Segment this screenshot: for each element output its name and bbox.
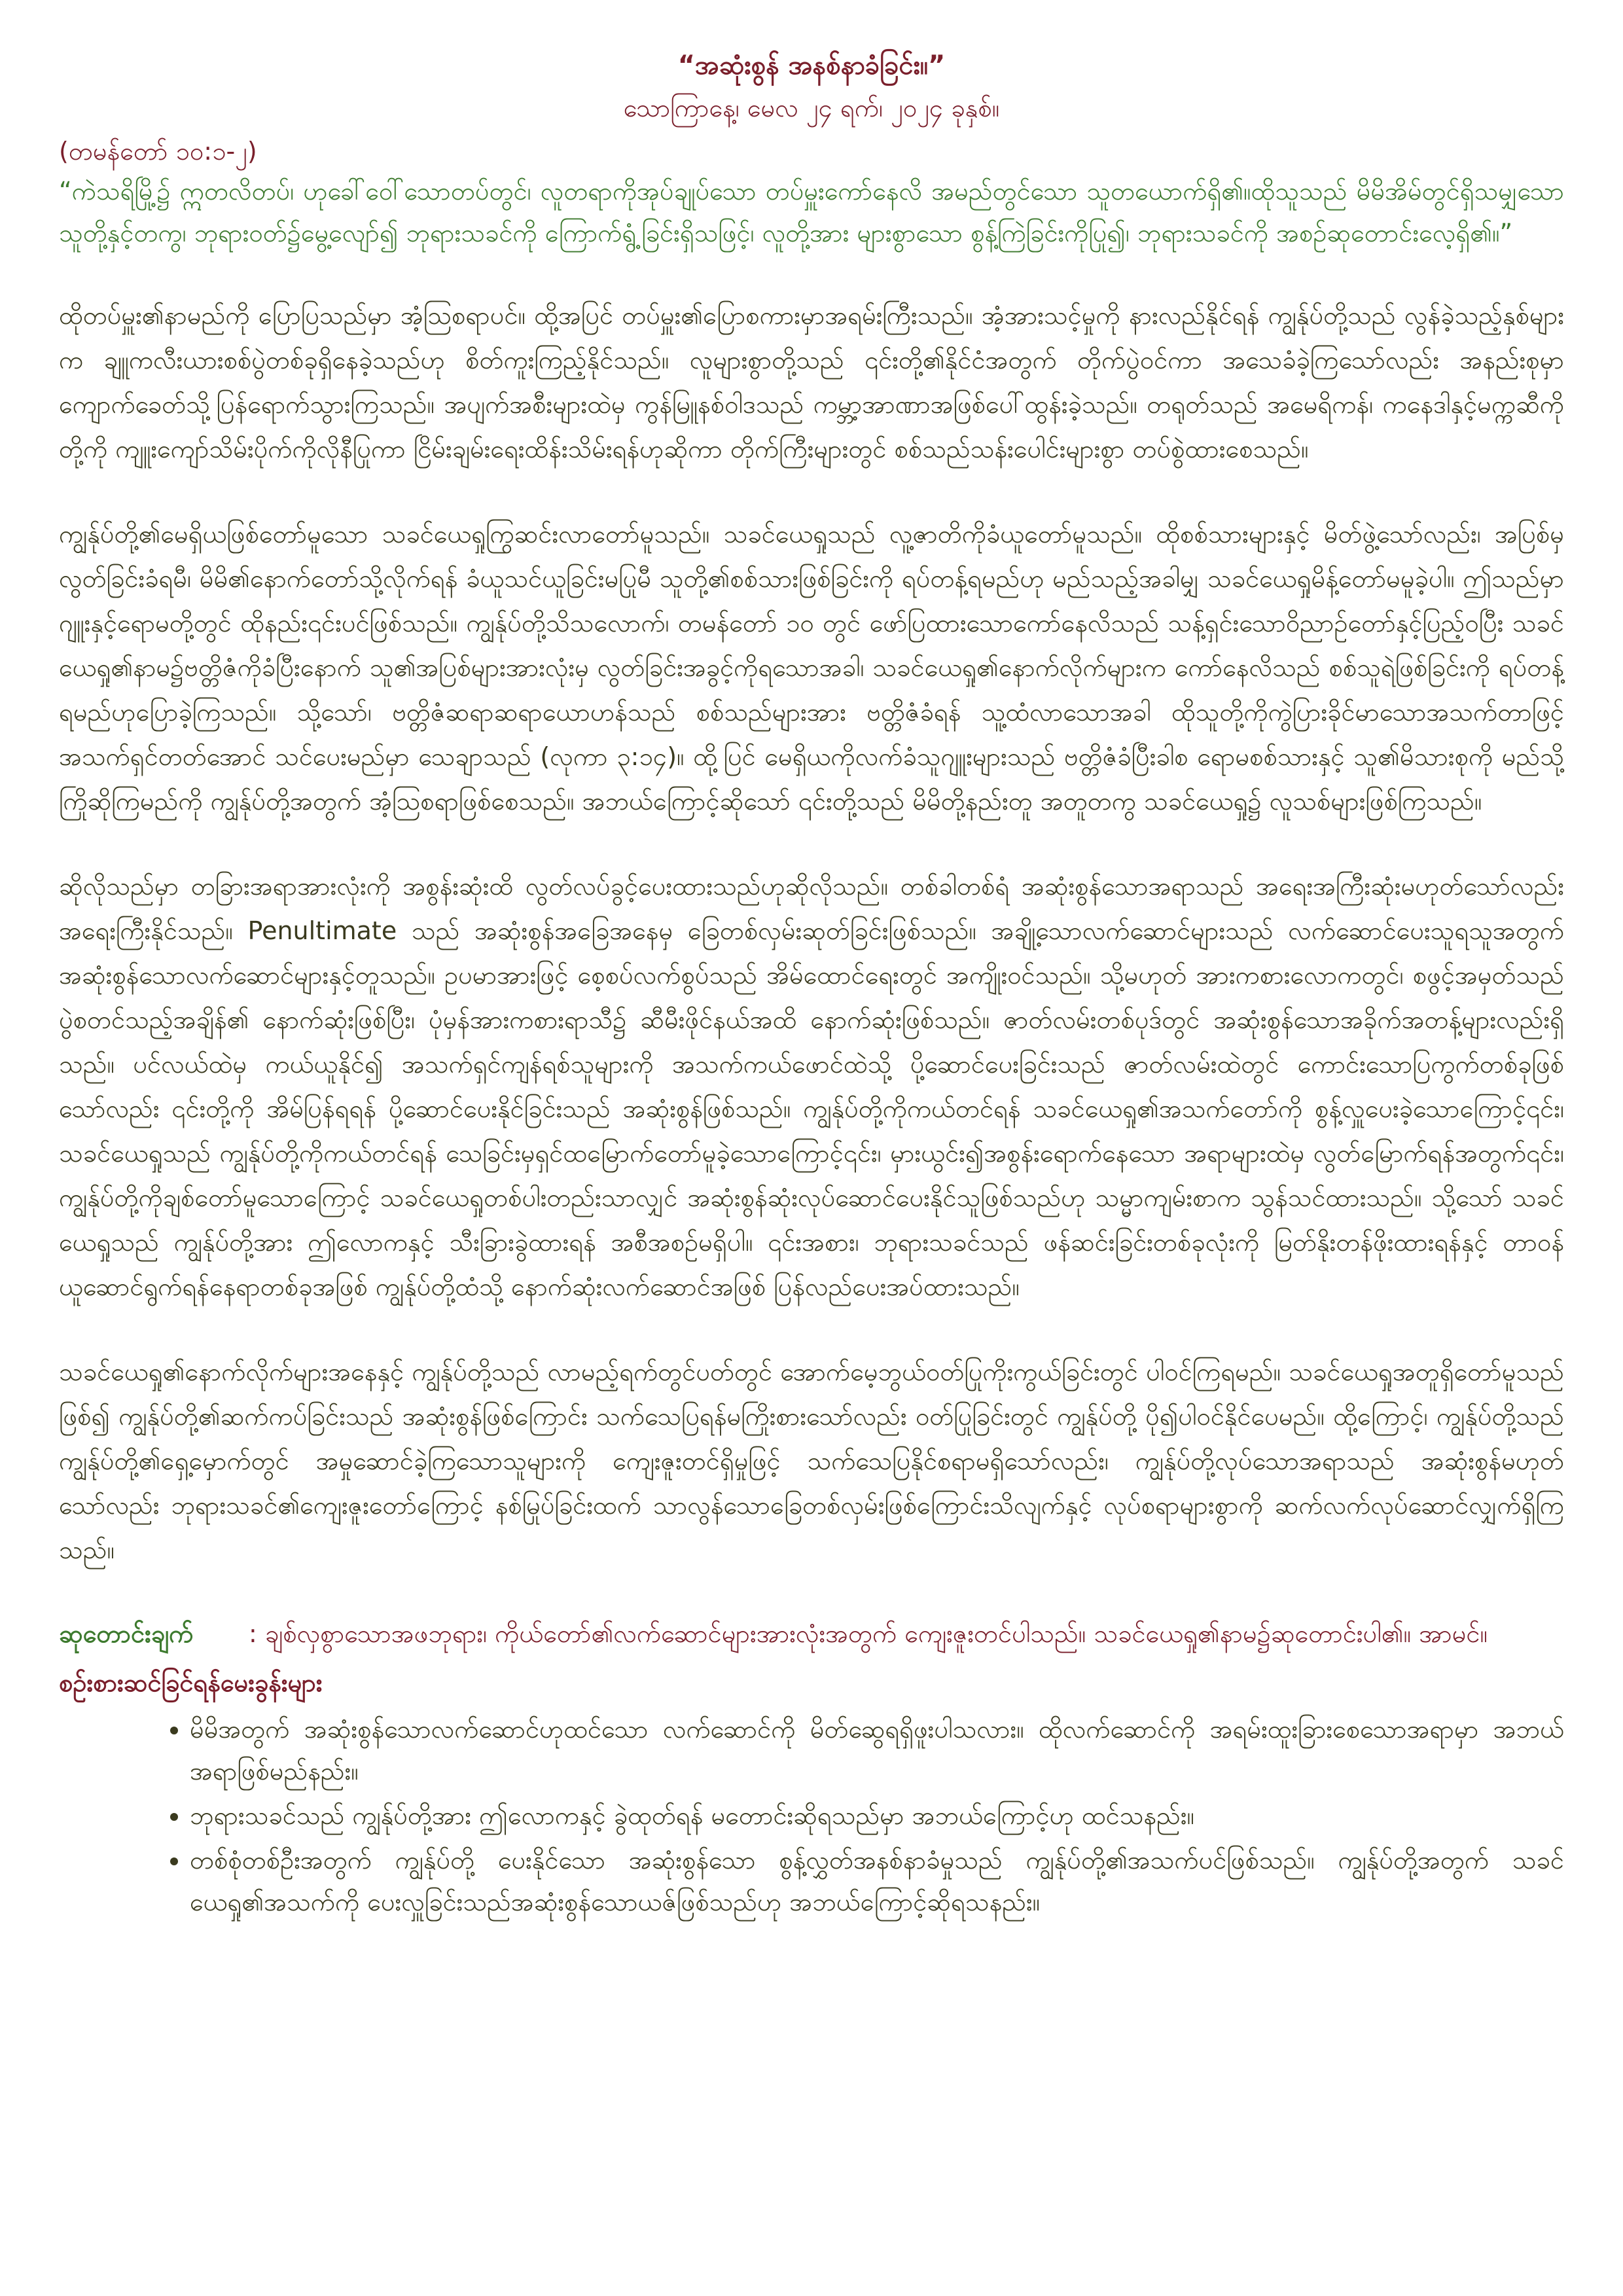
questions-list bbox=[59, 1708, 1564, 1923]
questions-heading: စဉ်းစားဆင်ခြင်ရန်မေးခွန်းများ bbox=[59, 1668, 323, 1697]
body-paragraph-2: ကျွန်ုပ်တို့၏မေရှိယဖြစ်တော်မူသော သခင်ယေရှုကြွဆင်းလာတော်မူသည်။ သခင်ယေရှုသည် လူ့ဇာတိကိုခံယူတော်မူသည်။ ထိုစစ်သားများနှင့် မိတ်ဖွဲ့သော်လည်း၊ အပြစ်မှလွတ်ခြင်းခံရမီ၊ မိမိ၏နောက်တော်သို့လိုက်ရန် ခံယူသင်ယူခြင်းမပြုမီ သူတို့၏စစ်သားဖြစ်ခြင်းကို ရပ်တန့်ရမည်ဟု မည်သည့်အခါမျှ သခင်ယေရှုမိန့်တော်မမူခဲ့ပါ။ ဤသည်မှာ ဂျူးနှင့်ရောမတို့တွင် ထိုနည်း၎င်းပင်ဖြစ်သည်။ ကျွန်ုပ်တို့သိသလောက်၊ တမန်တော် ၁၀ တွင် ဖော်ပြထားသောကော်နေလိသည် သန့်ရှင်းသောဝိညာဉ်တော်နှင့်ပြည့်ဝပြီး သခင်ယေရှု၏နာမ၌ဗတ္တိဇံကိုခံပြီးနောက် သူ၏အပြစ်များအားလုံးမှ လွတ်ခြင်းအခွင့်ကိုရသောအခါ၊ သခင်ယေရှု၏နောက်လိုက်များက ကော်နေလိသည် စစ်သူရဲဖြစ်ခြင်းကို ရပ်တန့်ရမည်ဟုပြောခဲ့ကြသည်။ သို့သော်၊ ဗတ္တိဇံဆရာဆရာယောဟန်သည် စစ်သည်များအား ဗတ္တိဇံခံရန် သူ့ထံလာသောအခါ ထိုသူတို့ကိုကွဲပြားခိုင်မာသောအသက်တာဖြင့် အသက်ရှင်တတ်အောင် သင်ပေးမည်မှာ သေချာသည် (လုကာ ၃:၁၄)။ ထို့ပြင် မေရှိယကိုလက်ခံသူဂျူးများသည် ဗတ္တိဇံခံပြီးခါစ ရောမစစ်သားနှင့် သူ၏မိသားစုကို မည်သို့ကြိုဆိုကြမည်ကို ကျွန်ုပ်တို့အတွက် အံ့သြစရာဖြစ်စေသည်။ အဘယ်ကြောင့်ဆိုသော် ၎င်းတို့သည် မိမိတို့နည်းတူ အတူတကွ သခင်ယေရှု၌ လူသစ်များဖြစ်ကြသည်။ bbox=[59, 520, 1564, 816]
question-item: • ဘုရားသခင်သည် ကျွန်ုပ်တို့အား ဤလောကနှင့် ခွဲထုတ်ရန် မတောင်းဆိုရသည်မှာ အဘယ်ကြောင့်ဟု ထင်သနည်း။ bbox=[190, 1795, 1564, 1837]
scripture-verse: “ကဲသရိမြို့၌ ဣတလိတပ်၊ ဟုခေါ်ဝေါ်သောတပ်တွင်၊ လူတရာကိုအုပ်ချုပ်သော တပ်မှူးကော်နေလိ အမည်တွင်သော သူတယောက်ရှိ၏။ထိုသူသည် မိမိအိမ်တွင်ရှိသမျှသောသူတို့နှင့်တကွ၊ ဘုရားဝတ်၌မွေ့လျော်၍ ဘုရားသခင်ကို ကြောက်ရွံ့ခြင်းရှိသဖြင့်၊ လူတို့အား များစွာသော စွန့်ကြဲခြင်းကိုပြု၍၊ ဘုရားသခင်ကို အစဉ်ဆုတောင်းလေ့ရှိ၏။” bbox=[59, 177, 1564, 247]
scripture-reference: (တမန်တော် ၁၀:၁-၂) bbox=[59, 137, 257, 166]
prayer-text: : ချစ်လှစွာသောအဖဘုရား၊ ကိုယ်တော်၏လက်ဆောင်များအားလုံးအတွက် ကျေးဇူးတင်ပါသည်။ သခင်ယေရှု၏နာမ၌ဆုတောင်းပါ၏။ အာမင်။ bbox=[249, 1619, 1488, 1648]
page-title: “အဆုံးစွန် အနစ်နာခံခြင်း။” bbox=[677, 50, 946, 81]
prayer-section bbox=[59, 1613, 1564, 1655]
prayer-label: ဆုတောင်းချက် bbox=[59, 1619, 194, 1648]
body-paragraph-4: သခင်ယေရှု၏နောက်လိုက်များအနေနှင့် ကျွန်ုပ်တို့သည် လာမည့်ရက်တွင်ပတ်တွင် အောက်မေ့ဘွယ်ဝတ်ပြုကိုးကွယ်ခြင်းတွင် ပါဝင်ကြရမည်။ သခင်ယေရှုအတူရှိတော်မူသည်ဖြစ်၍ ကျွန်ုပ်တို့၏ဆက်ကပ်ခြင်းသည် အဆုံးစွန်ဖြစ်ကြောင်း သက်သေပြရန်မကြိုးစားသော်လည်း ဝတ်ပြုခြင်းတွင် ကျွန်ုပ်တို့ ပို၍ပါဝင်နိုင်ပေမည်။ ထို့ကြောင့်၊ ကျွန်ုပ်တို့သည် ကျွန်ုပ်တို့၏ရှေ့မှောက်တွင် အမှုဆောင်ခဲ့ကြသောသူများကို ကျေးဇူးတင်ရှိမှုဖြင့် သက်သေပြနိုင်စရာမရှိသော်လည်း၊ ကျွန်ုပ်တို့လုပ်သောအရာသည် အဆုံးစွန်မဟုတ်သော်လည်း ဘုရားသခင်၏ကျေးဇူးတော်ကြောင့် နစ်မြုပ်ခြင်းထက် သာလွန်သောခြေတစ်လှမ်းဖြစ်ကြောင်းသိလျက်နှင့် လုပ်စရာများစွာကို ဆက်လက်လုပ်ဆောင်လျှက်ရှိကြသည်။ bbox=[59, 1357, 1564, 1564]
question-item: • တစ်စုံတစ်ဦးအတွက် ကျွန်ုပ်တို့ ပေးနိုင်သော အဆုံးစွန်သော စွန့်လွှတ်အနစ်နာခံမှုသည် ကျွန်ုပ်တို့၏အသက်ပင်ဖြစ်သည်။ ကျွန်ုပ်တို့အတွက် သခင်ယေရှု၏အသက်ကို ပေးလှူခြင်းသည်အဆုံးစွန်သောယဇ်ဖြစ်သည်ဟု အဘယ်ကြောင့်ဆိုရသနည်း။ bbox=[190, 1839, 1564, 1923]
body-paragraph-1: ထိုတပ်မှူး၏နာမည်ကို ပြောပြသည်မှာ အံ့သြစရာပင်။ ထို့အပြင် တပ်မှူး၏ပြောစကားမှာအရမ်းကြီးသည်။ အံ့အားသင့်မှုကို နားလည်နိုင်ရန် ကျွန်ုပ်တို့သည် လွန်ခဲ့သည့်နှစ်များက ချူကလီးယားစစ်ပွဲတစ်ခုရှိနေခဲ့သည်ဟု စိတ်ကူးကြည့်နိုင်သည်။ လူများစွာတို့သည် ၎င်းတို့၏နိုင်ငံအတွက် တိုက်ပွဲဝင်ကာ အသေခံခဲ့ကြသော်လည်း အနည်းစုမှာ ကျောက်ခေတ်သို့ပြန်ရောက်သွားကြသည်။ အပျက်အစီးများထဲမှ ကွန်မြူနစ်ဝါဒသည် ကမ္ဘာ့အာဏာအဖြစ်ပေါ်ထွန်းခဲ့သည်။ တရုတ်သည် အမေရိကန်၊ ကနေဒါနှင့်မက္ကဆီကိုတို့ကို ကျူးကျော်သိမ်းပိုက်ကိုလိုနီပြုကာ ငြိမ်းချမ်းရေးထိန်းသိမ်းရန်ဟုဆိုကာ တိုက်ကြီးများတွင် စစ်သည်သန်းပေါင်းများစွာ တပ်စွဲထားစေသည်။ bbox=[59, 301, 1564, 463]
body-paragraph-3: ဆိုလိုသည်မှာ တခြားအရာအားလုံးကို အစွန်းဆုံးထိ လွတ်လပ်ခွင့်ပေးထားသည်ဟုဆိုလိုသည်။ တစ်ခါတစ်ရံ အဆုံးစွန်သောအရာသည် အရေးအကြီးဆုံးမဟုတ်သော်လည်း အရေးကြီးနိုင်သည်။ Penultimate သည် အဆုံးစွန်အခြေအနေမှ ခြေတစ်လှမ်းဆုတ်ခြင်းဖြစ်သည်။ အချို့သောလက်ဆောင်များသည် လက်ဆောင်ပေးသူရသူအတွက် အဆုံးစွန်သောလက်ဆောင်များနှင့်တူသည်။ ဥပမာအားဖြင့် စေ့စပ်လက်စွပ်သည် အိမ်ထောင်ရေးတွင် အကျိုးဝင်သည်။ သို့မဟုတ် အားကစားလောကတွင်၊ စဖွင့်အမှတ်သည် ပွဲစတင်သည့်အချိန်၏ နောက်ဆုံးဖြစ်ပြီး၊ ပုံမှန်အားကစားရာသီ၌ ဆီမီးဖိုင်နယ်အထိ နောက်ဆုံးဖြစ်သည်။ ဇာတ်လမ်းတစ်ပုဒ်တွင် အဆုံးစွန်သောအခိုက်အတန့်များလည်းရှိသည်။ ပင်လယ်ထဲမှ ကယ်ယူနိုင်၍ အသက်ရှင်ကျန်ရစ်သူများကို အသက်ကယ်ဖောင်ထဲသို့ ပို့ဆောင်ပေးခြင်းသည် ဇာတ်လမ်းထဲတွင် ကောင်းသောပြကွက်တစ်ခုဖြစ်သော်လည်း ၎င်းတို့ကို အိမ်ပြန်ရရန် ပို့ဆောင်ပေးနိုင်ခြင်းသည် အဆုံးစွန်ဖြစ်သည်။ ကျွန်ုပ်တို့ကိုကယ်တင်ရန် သခင်ယေရှု၏အသက်တော်ကို စွန့်လှူပေးခဲ့သောကြောင့်၎င်း၊ သခင်ယေရှုသည် ကျွန်ုပ်တို့ကိုကယ်တင်ရန် သေခြင်းမှရှင်ထမြောက်တော်မူခဲ့သောကြောင့်၎င်း၊ မှားယွင်း၍အစွန်းရောက်နေသော အရာများထဲမှ လွတ်မြောက်ရန်အတွက်၎င်း၊ ကျွန်ုပ်တို့ကိုချစ်တော်မူသောကြောင့် သခင်ယေရှုတစ်ပါးတည်းသာလျှင် အဆုံးစွန်ဆုံးလုပ်ဆောင်ပေးနိုင်သူဖြစ်သည်ဟု သမ္မာကျမ်းစာက သွန်သင်ထားသည်။ သို့သော် သခင်ယေရှုသည် ကျွန်ုပ်တို့အား ဤလောကနှင့် သီးခြားခွဲထားရန် အစီအစဉ်မရှိပါ။ ၎င်းအစား၊ ဘုရားသခင်သည် ဖန်ဆင်းခြင်းတစ်ခုလုံးကို မြတ်နိုးတန်ဖိုးထားရန်နှင့် တာဝန်ယူဆောင်ရွက်ရန်နေရာတစ်ခုအဖြစ် ကျွန်ုပ်တို့ထံသို့ နောက်ဆုံးလက်ဆောင်အဖြစ် ပြန်လည်ပေးအပ်ထားသည်။ bbox=[59, 872, 1564, 1301]
question-item: • မိမိအတွက် အဆုံးစွန်သောလက်ဆောင်ဟုထင်သော လက်ဆောင်ကို မိတ်ဆွေရရှိဖူးပါသလား။ ထိုလက်ဆောင်ကို အရမ်းထူးခြားစေသောအရာမှာ အဘယ်အရာဖြစ်မည်နည်း။ bbox=[190, 1708, 1564, 1792]
page-date: သောကြာနေ့၊ မေလ ၂၄ ရက်၊ ၂၀၂၄ ခုနှစ်။ bbox=[623, 94, 1000, 122]
devotional-page bbox=[59, 46, 1564, 1926]
